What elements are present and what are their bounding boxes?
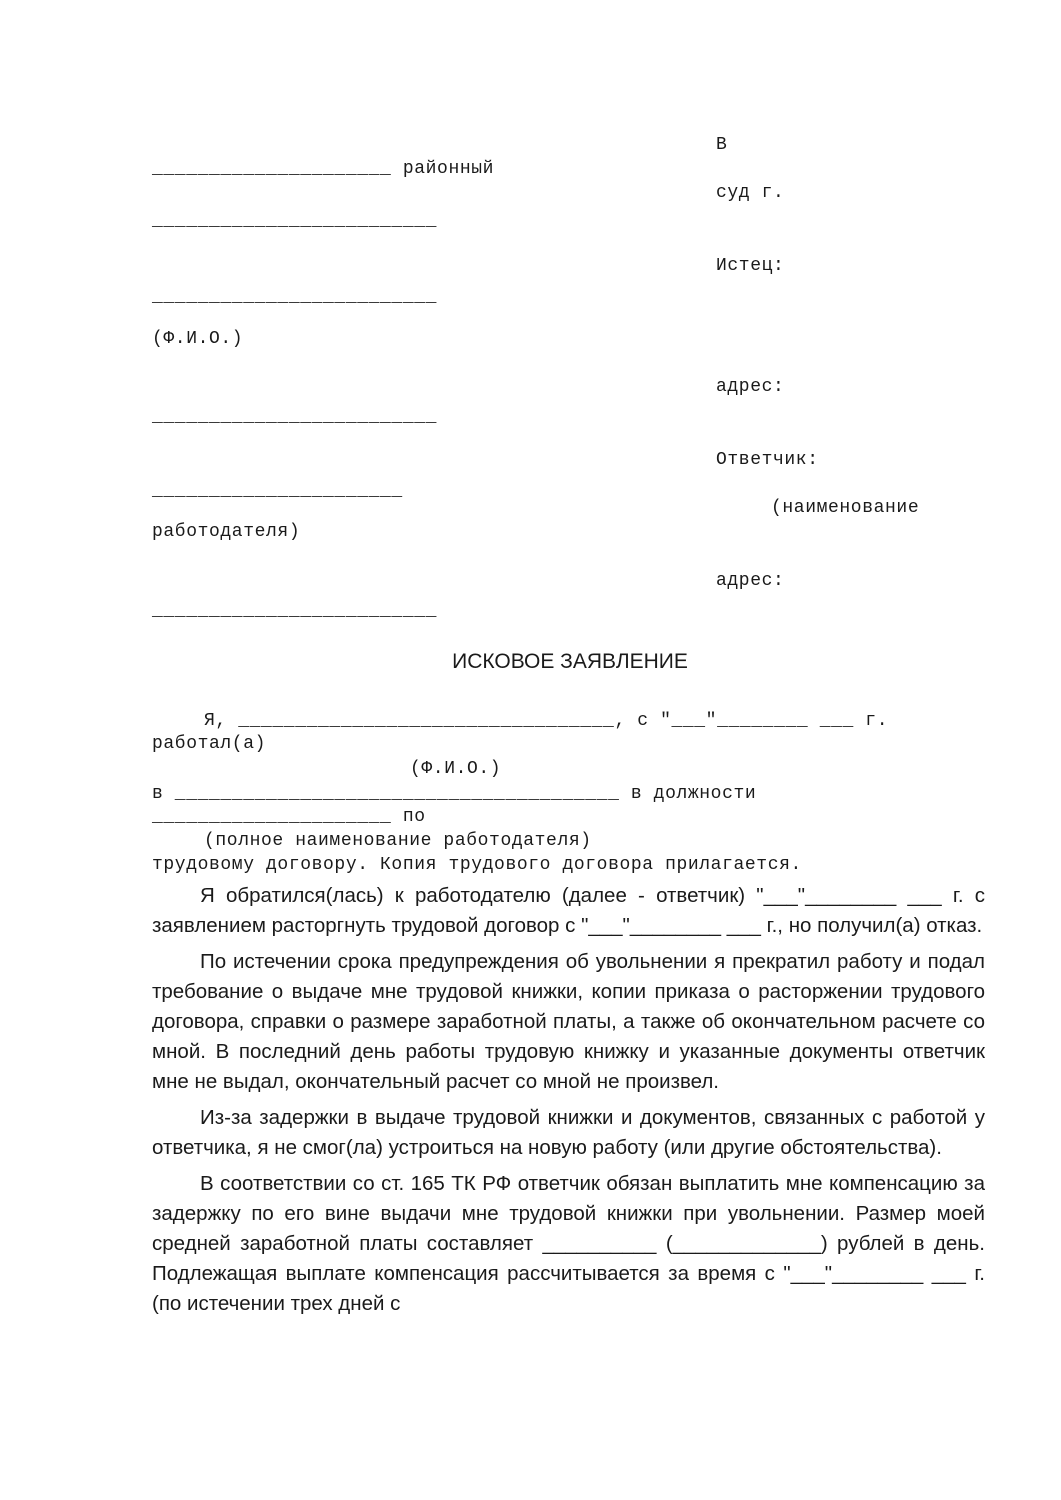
intro-line: работал(а) [152,734,267,754]
fio-caption: (Ф.И.О.) [152,329,244,349]
defendant-label: Ответчик: [716,450,819,470]
court-city-label: суд г. [716,183,785,203]
plaintiff-address-label: адрес: [716,377,785,397]
addressee-to: В [716,135,728,155]
document-title: ИСКОВОЕ ЗАЯВЛЕНИЕ [452,650,688,673]
blank-line: ______________________ [152,481,403,501]
employer-caption: работодателя) [152,522,301,542]
paragraph: Я обратился(лась) к работодателю (далее - ответчик) "___"________ ___ г. с заявлением расторгнуть трудовой договор с "___"________ ___ г., но получил(а) отказ. [152,884,985,937]
defendant-address-label: адрес: [716,571,785,591]
blank-line: _________________________ [152,287,438,307]
plaintiff-label: Истец: [716,256,785,276]
paragraph: По истечении срока предупреждения об увольнении я прекратил работу и подал требование о выдаче мне трудовой книжки, копии приказа о расторжении трудового договора, справки о размере заработной платы, а также об окончательном расчете со мной. В последний день работы трудовую книжку и указанные документы ответчик мне не выдал, окончательный расчет со мной не произвел. [152,950,985,1093]
court-name-line: _____________________ районный [152,159,495,179]
intro-line: в _______________________________________ в должности [152,784,757,804]
claim-body [152,881,985,1325]
intro-line: трудовому договору. Копия трудового договора прилагается. [152,855,802,875]
employer-name-caption: (наименование [771,498,920,518]
paragraph: В соответствии со ст. 165 ТК РФ ответчик обязан выплатить мне компенсацию за задержку по его вине выдачи мне трудовой книжки при увольнении. Размер моей средней заработной платы составляет __________ (_____________) рублей в день. Подлежащая выплате компенсация рассчитывается за время с "___"________ ___ г. (по истечении трех дней с [152,1172,985,1315]
intro-employer-caption: (полное наименование работодателя) [204,831,592,851]
intro-line: _____________________ по [152,807,426,827]
blank-line: _________________________ [152,211,438,231]
intro-line: Я, _________________________________, с "___"________ ___ г. [204,711,889,731]
intro-fio-caption: (Ф.И.О.) [410,759,502,779]
blank-line: _________________________ [152,407,438,427]
blank-line: _________________________ [152,601,438,621]
paragraph: Из-за задержки в выдаче трудовой книжки и документов, связанных с работой у ответчика, я не смог(ла) устроиться на новую работу (или другие обстоятельства). [152,1106,985,1159]
